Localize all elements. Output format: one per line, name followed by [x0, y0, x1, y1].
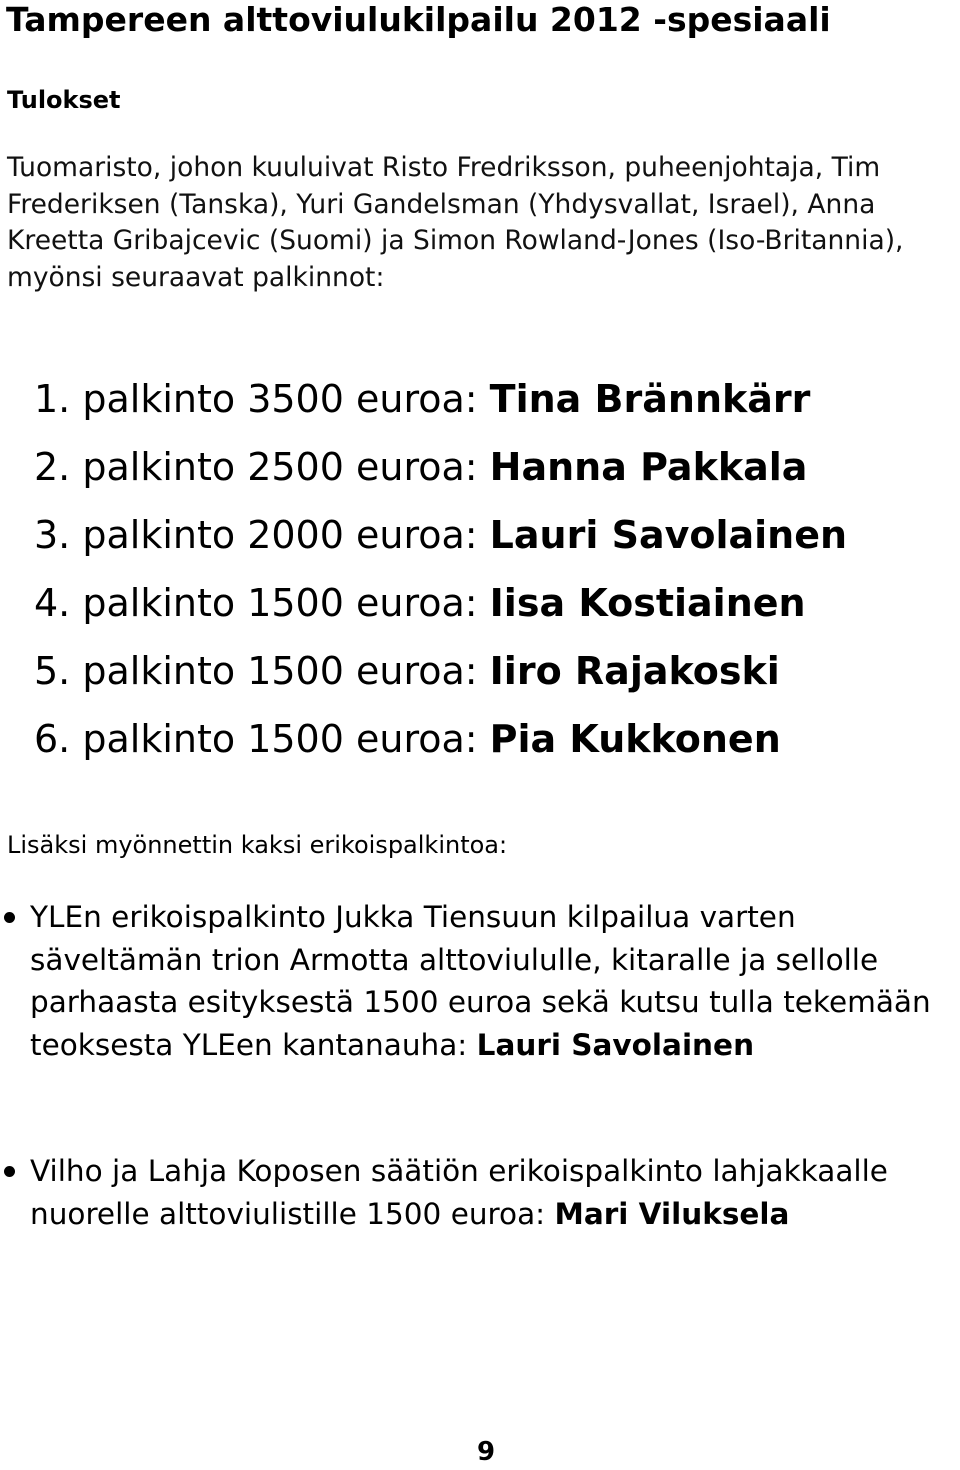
section-heading: Tulokset: [7, 86, 121, 114]
prize-number: 4.: [34, 581, 71, 625]
special-prize-text: YLEn erikoispalkinto Jukka Tiensuun kilpailua varten säveltämän trion Armotta alttoviululle, kitaralle ja sellolle parhaasta esityksestä 1500 euroa sekä kutsu tulla tekemään teoksesta YLEen kantanauha:: [30, 900, 931, 1062]
prize-number: 1.: [34, 377, 71, 421]
prize-amount: palkinto 1500 euroa:: [82, 581, 478, 625]
special-prize-item-1: [30, 896, 950, 1066]
page-title: Tampereen alttoviulukilpailu 2012 -spesiaali: [6, 0, 831, 39]
bullet-icon: [4, 1166, 15, 1177]
prize-amount: palkinto 1500 euroa:: [82, 717, 478, 761]
special-prize-winner: Lauri Savolainen: [476, 1027, 755, 1062]
prize-winner: Pia Kukkonen: [489, 717, 781, 761]
prize-number: 3.: [34, 513, 71, 557]
special-prize-item-2: [30, 1150, 950, 1235]
prize-amount: palkinto 1500 euroa:: [82, 649, 478, 693]
prize-number: 2.: [34, 445, 71, 489]
special-prizes-intro: Lisäksi myönnettin kaksi erikoispalkintoa:: [7, 831, 508, 859]
prize-amount: palkinto 2500 euroa:: [82, 445, 478, 489]
bullet-icon: [4, 912, 15, 923]
prize-number: 5.: [34, 649, 71, 693]
special-prize-text: Vilho ja Lahja Koposen säätiön erikoispalkinto lahjakkaalle nuorelle alttoviulistille 1500 euroa:: [30, 1154, 888, 1231]
prize-item-2: [34, 433, 847, 501]
jury-paragraph: Tuomaristo, johon kuuluivat Risto Fredriksson, puheenjohtaja, Tim Frederiksen (Tanska), Yuri Gandelsman (Yhdysvallat, Israel), Anna Kreetta Gribajcevic (Suomi) ja Simon Rowland-Jones (Iso-Britannia), myönsi seuraavat palkinnot:: [7, 152, 904, 293]
prize-winner: Iisa Kostiainen: [489, 581, 806, 625]
prize-winner: Lauri Savolainen: [489, 513, 848, 557]
prize-item-1: [34, 365, 847, 433]
prize-list: [34, 365, 847, 773]
special-prize-winner: Mari Viluksela: [554, 1196, 790, 1231]
page-number: 9: [476, 1437, 496, 1467]
prize-amount: palkinto 2000 euroa:: [82, 513, 478, 557]
prize-item-6: [34, 705, 847, 773]
prize-winner: Tina Brännkärr: [489, 377, 811, 421]
prize-item-4: [34, 569, 847, 637]
prize-amount: palkinto 3500 euroa:: [82, 377, 478, 421]
prize-winner: Iiro Rajakoski: [489, 649, 780, 693]
prize-item-5: [34, 637, 847, 705]
prize-winner: Hanna Pakkala: [489, 445, 808, 489]
prize-number: 6.: [34, 717, 71, 761]
prize-item-3: [34, 501, 847, 569]
